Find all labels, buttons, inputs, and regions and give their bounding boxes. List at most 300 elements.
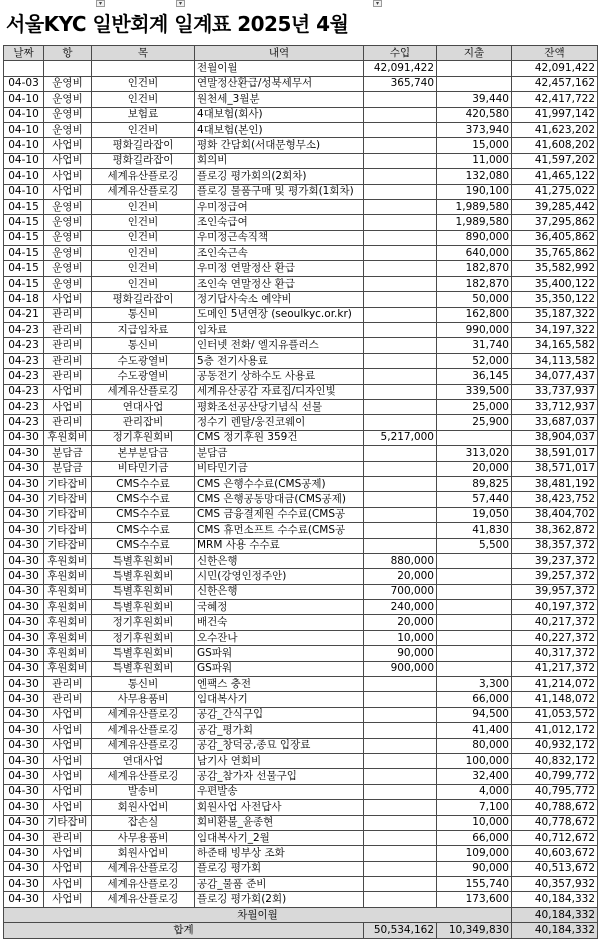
cell-item: 운영비 xyxy=(44,107,92,122)
cell-date: 04-21 xyxy=(4,307,44,322)
cell-balance: 33,712,937 xyxy=(512,399,598,414)
cell-date: 04-30 xyxy=(4,600,44,615)
cell-item: 운영비 xyxy=(44,199,92,214)
cell-expense: 313,020 xyxy=(437,446,512,461)
carryover-balance: 40,184,332 xyxy=(512,907,598,922)
cell-date: 04-30 xyxy=(4,677,44,692)
cell-balance: 41,148,072 xyxy=(512,692,598,707)
cell-income xyxy=(364,830,437,845)
cell-balance: 42,457,162 xyxy=(512,76,598,91)
cell-subitem: 평화길라잡이 xyxy=(92,138,195,153)
cell-date: 04-30 xyxy=(4,769,44,784)
cell-income xyxy=(364,800,437,815)
cell-description: 플로깅 평가회(2회) xyxy=(195,892,364,907)
cell-expense: 41,830 xyxy=(437,523,512,538)
cell-income: 900,000 xyxy=(364,661,437,676)
cell-expense: 640,000 xyxy=(437,246,512,261)
cell-income xyxy=(364,492,437,507)
cell-description: CMS 정기후원 359건 xyxy=(195,430,364,445)
table-row xyxy=(4,661,598,676)
table-row xyxy=(4,369,598,384)
cell-item: 운영비 xyxy=(44,246,92,261)
cell-expense: 4,000 xyxy=(437,784,512,799)
cell-income xyxy=(364,292,437,307)
cell-balance: 40,778,672 xyxy=(512,815,598,830)
cell-balance: 41,997,142 xyxy=(512,107,598,122)
table-row xyxy=(4,677,598,692)
cell-item: 후원회비 xyxy=(44,553,92,568)
table-row xyxy=(4,338,598,353)
cell-balance: 40,832,172 xyxy=(512,753,598,768)
cell-subitem: 인건비 xyxy=(92,261,195,276)
table-row xyxy=(4,184,598,199)
cell-description: 공감_창덕궁,종묘 입장료 xyxy=(195,738,364,753)
cell-item: 분담금 xyxy=(44,461,92,476)
cell-item: 후원회비 xyxy=(44,630,92,645)
table-row xyxy=(4,538,598,553)
cell-date: 04-30 xyxy=(4,753,44,768)
cell-expense: 190,100 xyxy=(437,184,512,199)
cell-balance: 41,012,172 xyxy=(512,723,598,738)
cell-date: 04-23 xyxy=(4,415,44,430)
cell-subitem: 인건비 xyxy=(92,246,195,261)
cell-date: 04-30 xyxy=(4,507,44,522)
cell-income xyxy=(364,415,437,430)
cell-expense: 7,100 xyxy=(437,800,512,815)
cell-expense: 32,400 xyxy=(437,769,512,784)
cell-subitem: 특별후원회비 xyxy=(92,569,195,584)
cell-income xyxy=(364,815,437,830)
cell-item: 기타잡비 xyxy=(44,523,92,538)
cell-item xyxy=(44,61,92,76)
cell-income xyxy=(364,476,437,491)
cell-description: 전월이월 xyxy=(195,61,364,76)
cell-description: 비타민기금 xyxy=(195,461,364,476)
cell-expense: 5,500 xyxy=(437,538,512,553)
table-row xyxy=(4,169,598,184)
cell-date: 04-10 xyxy=(4,169,44,184)
cell-expense: 339,500 xyxy=(437,384,512,399)
cell-income xyxy=(364,92,437,107)
cell-date: 04-30 xyxy=(4,877,44,892)
cell-item: 관리비 xyxy=(44,830,92,845)
cell-item: 사업비 xyxy=(44,861,92,876)
table-row xyxy=(4,292,598,307)
cell-date: 04-15 xyxy=(4,230,44,245)
cell-income xyxy=(364,338,437,353)
cell-expense xyxy=(437,646,512,661)
cell-expense xyxy=(437,569,512,584)
table-row xyxy=(4,753,598,768)
cell-subitem: 세계유산플로깅 xyxy=(92,769,195,784)
cell-balance: 42,417,722 xyxy=(512,92,598,107)
cell-income xyxy=(364,230,437,245)
cell-description: 임차료 xyxy=(195,323,364,338)
cell-item: 사업비 xyxy=(44,138,92,153)
cell-description: 회원사업 사전답사 xyxy=(195,800,364,815)
cell-subitem: 정기후원회비 xyxy=(92,430,195,445)
cell-date: 04-10 xyxy=(4,138,44,153)
cell-income xyxy=(364,199,437,214)
cell-balance: 38,362,872 xyxy=(512,523,598,538)
cell-expense: 50,000 xyxy=(437,292,512,307)
cell-date: 04-15 xyxy=(4,276,44,291)
cell-expense: 57,440 xyxy=(437,492,512,507)
cell-subitem: 특별후원회비 xyxy=(92,646,195,661)
cell-subitem: 회원사업비 xyxy=(92,846,195,861)
cell-description: GS파워 xyxy=(195,661,364,676)
cell-income xyxy=(364,446,437,461)
cell-date: 04-10 xyxy=(4,184,44,199)
cell-date: 04-23 xyxy=(4,338,44,353)
cell-subitem: 세계유산플로깅 xyxy=(92,892,195,907)
filter-dropdown-icon[interactable]: ▾ xyxy=(373,0,382,7)
cell-date: 04-30 xyxy=(4,784,44,799)
cell-subitem: 관리잡비 xyxy=(92,415,195,430)
cell-expense: 66,000 xyxy=(437,830,512,845)
cell-description: 연말정산환급/성북세무서 xyxy=(195,76,364,91)
cell-subitem: 지급임차료 xyxy=(92,323,195,338)
cell-description: 플로깅 평가회 xyxy=(195,861,364,876)
cell-description: 인터넷 전화/ 엘지유플러스 xyxy=(195,338,364,353)
cell-expense xyxy=(437,430,512,445)
cell-subitem: CMS수수료 xyxy=(92,507,195,522)
cell-subitem: 평화길라잡이 xyxy=(92,153,195,168)
cell-income: 5,217,000 xyxy=(364,430,437,445)
cell-income xyxy=(364,169,437,184)
filter-dropdown-icon[interactable]: ▾ xyxy=(176,0,185,7)
table-row xyxy=(4,215,598,230)
cell-subitem: 세계유산플로깅 xyxy=(92,384,195,399)
cell-expense: 80,000 xyxy=(437,738,512,753)
cell-balance: 40,217,372 xyxy=(512,615,598,630)
cell-subitem: 인건비 xyxy=(92,122,195,137)
cell-income xyxy=(364,276,437,291)
table-row xyxy=(4,723,598,738)
cell-date: 04-30 xyxy=(4,430,44,445)
table-row xyxy=(4,800,598,815)
cell-subitem: CMS수수료 xyxy=(92,476,195,491)
cell-expense: 132,080 xyxy=(437,169,512,184)
cell-date: 04-30 xyxy=(4,892,44,907)
cell-expense xyxy=(437,615,512,630)
cell-item: 사업비 xyxy=(44,769,92,784)
cell-item: 후원회비 xyxy=(44,615,92,630)
cell-income xyxy=(364,738,437,753)
cell-income: 700,000 xyxy=(364,584,437,599)
cell-item: 사업비 xyxy=(44,877,92,892)
cell-expense: 19,050 xyxy=(437,507,512,522)
cell-balance: 40,317,372 xyxy=(512,646,598,661)
cell-subitem: 세계유산플로깅 xyxy=(92,738,195,753)
cell-item: 사업비 xyxy=(44,169,92,184)
cell-date: 04-23 xyxy=(4,384,44,399)
cell-date: 04-30 xyxy=(4,569,44,584)
table-row xyxy=(4,692,598,707)
cell-income: 365,740 xyxy=(364,76,437,91)
table-row xyxy=(4,861,598,876)
cell-balance: 33,737,937 xyxy=(512,384,598,399)
cell-subitem: 사무용품비 xyxy=(92,692,195,707)
cell-expense: 373,940 xyxy=(437,122,512,137)
cell-expense: 39,440 xyxy=(437,92,512,107)
cell-item: 기타잡비 xyxy=(44,507,92,522)
cell-income: 20,000 xyxy=(364,569,437,584)
cell-description: 공감_물품 준비 xyxy=(195,877,364,892)
cell-income xyxy=(364,369,437,384)
cell-description: 남기사 연회비 xyxy=(195,753,364,768)
table-row xyxy=(4,446,598,461)
cell-date: 04-30 xyxy=(4,815,44,830)
cell-subitem: 인건비 xyxy=(92,199,195,214)
cell-subitem: 세계유산플로깅 xyxy=(92,861,195,876)
cell-item: 운영비 xyxy=(44,215,92,230)
cell-item: 사업비 xyxy=(44,184,92,199)
cell-subitem: 세계유산플로깅 xyxy=(92,723,195,738)
cell-date: 04-30 xyxy=(4,538,44,553)
table-row xyxy=(4,323,598,338)
cell-item: 운영비 xyxy=(44,261,92,276)
cell-description: 우미정근속직책 xyxy=(195,230,364,245)
cell-description: 배건숙 xyxy=(195,615,364,630)
cell-subitem: 세계유산플로깅 xyxy=(92,877,195,892)
cell-date xyxy=(4,61,44,76)
cell-date: 04-30 xyxy=(4,584,44,599)
cell-balance: 38,904,037 xyxy=(512,430,598,445)
cell-date: 04-30 xyxy=(4,630,44,645)
cell-income xyxy=(364,753,437,768)
cell-expense: 11,000 xyxy=(437,153,512,168)
cell-description: 조인숙급여 xyxy=(195,215,364,230)
carryover-label: 차월이월 xyxy=(4,907,512,922)
cell-income xyxy=(364,861,437,876)
cell-subitem: 정기후원회비 xyxy=(92,615,195,630)
cell-income xyxy=(364,723,437,738)
cell-description: 임대복사기 xyxy=(195,692,364,707)
cell-income xyxy=(364,692,437,707)
cell-balance: 40,799,772 xyxy=(512,769,598,784)
cell-balance: 41,214,072 xyxy=(512,677,598,692)
cell-income: 20,000 xyxy=(364,615,437,630)
cell-income xyxy=(364,399,437,414)
cell-balance: 35,350,122 xyxy=(512,292,598,307)
cell-income xyxy=(364,677,437,692)
cell-subitem: 발송비 xyxy=(92,784,195,799)
table-row xyxy=(4,199,598,214)
cell-income xyxy=(364,784,437,799)
cell-description: 원천세_3월분 xyxy=(195,92,364,107)
header-subitem: 목 xyxy=(92,46,195,61)
table-row xyxy=(4,122,598,137)
cell-description: 오수잔나 xyxy=(195,630,364,645)
page-title: 서울KYC 일반회계 일계표 2025년 4월 xyxy=(6,12,349,36)
cell-item: 운영비 xyxy=(44,230,92,245)
table-row xyxy=(4,523,598,538)
table-row xyxy=(4,399,598,414)
cell-item: 관리비 xyxy=(44,677,92,692)
cell-income xyxy=(364,184,437,199)
cell-date: 04-30 xyxy=(4,461,44,476)
table-row xyxy=(4,230,598,245)
cell-balance: 40,712,672 xyxy=(512,830,598,845)
cell-balance: 39,285,442 xyxy=(512,199,598,214)
cell-description: 공동전기 상하수도 사용료 xyxy=(195,369,364,384)
cell-balance: 39,257,372 xyxy=(512,569,598,584)
cell-item: 후원회비 xyxy=(44,661,92,676)
cell-description: 평화조선공산당기념식 선물 xyxy=(195,399,364,414)
cell-income xyxy=(364,707,437,722)
cell-date: 04-30 xyxy=(4,830,44,845)
table-row xyxy=(4,600,598,615)
total-balance: 40,184,332 xyxy=(512,923,598,938)
cell-description: 우미정급여 xyxy=(195,199,364,214)
table-row xyxy=(4,76,598,91)
cell-expense: 36,145 xyxy=(437,369,512,384)
cell-expense: 25,900 xyxy=(437,415,512,430)
cell-expense: 90,000 xyxy=(437,861,512,876)
total-row xyxy=(4,923,598,938)
cell-balance: 42,091,422 xyxy=(512,61,598,76)
cell-date: 04-03 xyxy=(4,76,44,91)
cell-income xyxy=(364,877,437,892)
cell-description: 공감_평가회 xyxy=(195,723,364,738)
cell-expense: 1,989,580 xyxy=(437,199,512,214)
table-row xyxy=(4,461,598,476)
cell-item: 사업비 xyxy=(44,800,92,815)
cell-balance: 34,165,582 xyxy=(512,338,598,353)
cell-subitem: 인건비 xyxy=(92,92,195,107)
cell-expense: 31,740 xyxy=(437,338,512,353)
cell-subitem: 인건비 xyxy=(92,276,195,291)
cell-expense: 109,000 xyxy=(437,846,512,861)
cell-description: 회비환불_윤종현 xyxy=(195,815,364,830)
header-expense: 지출 xyxy=(437,46,512,61)
cell-income xyxy=(364,138,437,153)
cell-expense xyxy=(437,600,512,615)
cell-description: 우편발송 xyxy=(195,784,364,799)
cell-income xyxy=(364,538,437,553)
cell-date: 04-23 xyxy=(4,369,44,384)
cell-expense: 66,000 xyxy=(437,692,512,707)
cell-date: 04-30 xyxy=(4,661,44,676)
cell-subitem: CMS수수료 xyxy=(92,492,195,507)
cell-description: 임대복사기_2월 xyxy=(195,830,364,845)
table-row xyxy=(4,784,598,799)
cell-description: 회의비 xyxy=(195,153,364,168)
cell-income xyxy=(364,107,437,122)
cell-balance: 38,571,017 xyxy=(512,461,598,476)
cell-balance: 35,765,862 xyxy=(512,246,598,261)
table-row xyxy=(4,615,598,630)
cell-balance: 39,957,372 xyxy=(512,584,598,599)
cell-item: 사업비 xyxy=(44,723,92,738)
table-row xyxy=(4,877,598,892)
cell-balance: 40,184,332 xyxy=(512,892,598,907)
cell-balance: 40,513,672 xyxy=(512,861,598,876)
cell-expense: 162,800 xyxy=(437,307,512,322)
table-row xyxy=(4,830,598,845)
table-row xyxy=(4,246,598,261)
cell-balance: 41,608,202 xyxy=(512,138,598,153)
cell-expense: 20,000 xyxy=(437,461,512,476)
cell-description: CMS 휴먼소프트 수수료(CMS공 xyxy=(195,523,364,538)
cell-expense: 52,000 xyxy=(437,353,512,368)
cell-expense xyxy=(437,630,512,645)
cell-item: 관리비 xyxy=(44,307,92,322)
cell-description: 엔팩스 충전 xyxy=(195,677,364,692)
cell-subitem: 통신비 xyxy=(92,338,195,353)
cell-date: 04-15 xyxy=(4,199,44,214)
header-description: 내역 xyxy=(195,46,364,61)
filter-bar xyxy=(0,0,600,8)
cell-expense xyxy=(437,61,512,76)
cell-balance: 41,597,202 xyxy=(512,153,598,168)
cell-item: 분담금 xyxy=(44,446,92,461)
table-row xyxy=(4,553,598,568)
total-income: 50,534,162 xyxy=(364,923,437,938)
cell-expense: 25,000 xyxy=(437,399,512,414)
cell-balance: 40,932,172 xyxy=(512,738,598,753)
cell-date: 04-30 xyxy=(4,861,44,876)
cell-description: 플로깅 물품구매 및 평가회(1회차) xyxy=(195,184,364,199)
cell-expense xyxy=(437,553,512,568)
carryover-row xyxy=(4,907,598,922)
cell-income: 10,000 xyxy=(364,630,437,645)
cell-expense: 890,000 xyxy=(437,230,512,245)
cell-expense: 10,000 xyxy=(437,815,512,830)
cell-balance: 35,187,322 xyxy=(512,307,598,322)
cell-description: 정수기 렌탈/웅진코웨이 xyxy=(195,415,364,430)
cell-date: 04-30 xyxy=(4,476,44,491)
cell-description: CMS 은행공동망대금(CMS공제) xyxy=(195,492,364,507)
cell-date: 04-18 xyxy=(4,292,44,307)
cell-expense xyxy=(437,76,512,91)
cell-date: 04-30 xyxy=(4,553,44,568)
header-income: 수입 xyxy=(364,46,437,61)
header-item: 항 xyxy=(44,46,92,61)
cell-item: 관리비 xyxy=(44,692,92,707)
table-row xyxy=(4,492,598,507)
cell-description: 조인숙근속 xyxy=(195,246,364,261)
header-row xyxy=(4,46,598,61)
cell-balance: 38,404,702 xyxy=(512,507,598,522)
cell-item: 후원회비 xyxy=(44,646,92,661)
cell-description: 5층 전기사용료 xyxy=(195,353,364,368)
cell-subitem: 연대사업 xyxy=(92,399,195,414)
table-row xyxy=(4,646,598,661)
cell-subitem: CMS수수료 xyxy=(92,523,195,538)
cell-subitem: 인건비 xyxy=(92,215,195,230)
cell-subitem: 세계유산플로깅 xyxy=(92,184,195,199)
cell-expense: 3,300 xyxy=(437,677,512,692)
cell-subitem: 통신비 xyxy=(92,307,195,322)
cell-description: 정기답사숙소 예약비 xyxy=(195,292,364,307)
cell-income: 90,000 xyxy=(364,646,437,661)
table-row xyxy=(4,707,598,722)
cell-subitem: 수도광열비 xyxy=(92,353,195,368)
total-label: 합계 xyxy=(4,923,364,938)
header-balance: 잔액 xyxy=(512,46,598,61)
cell-expense: 990,000 xyxy=(437,323,512,338)
cell-balance: 39,237,372 xyxy=(512,553,598,568)
cell-subitem xyxy=(92,61,195,76)
cell-description: 세계유산공감 자료집/디자인빛 xyxy=(195,384,364,399)
filter-dropdown-icon[interactable]: ▾ xyxy=(96,0,105,7)
cell-item: 운영비 xyxy=(44,76,92,91)
cell-expense: 94,500 xyxy=(437,707,512,722)
cell-item: 관리비 xyxy=(44,353,92,368)
cell-balance: 41,217,372 xyxy=(512,661,598,676)
